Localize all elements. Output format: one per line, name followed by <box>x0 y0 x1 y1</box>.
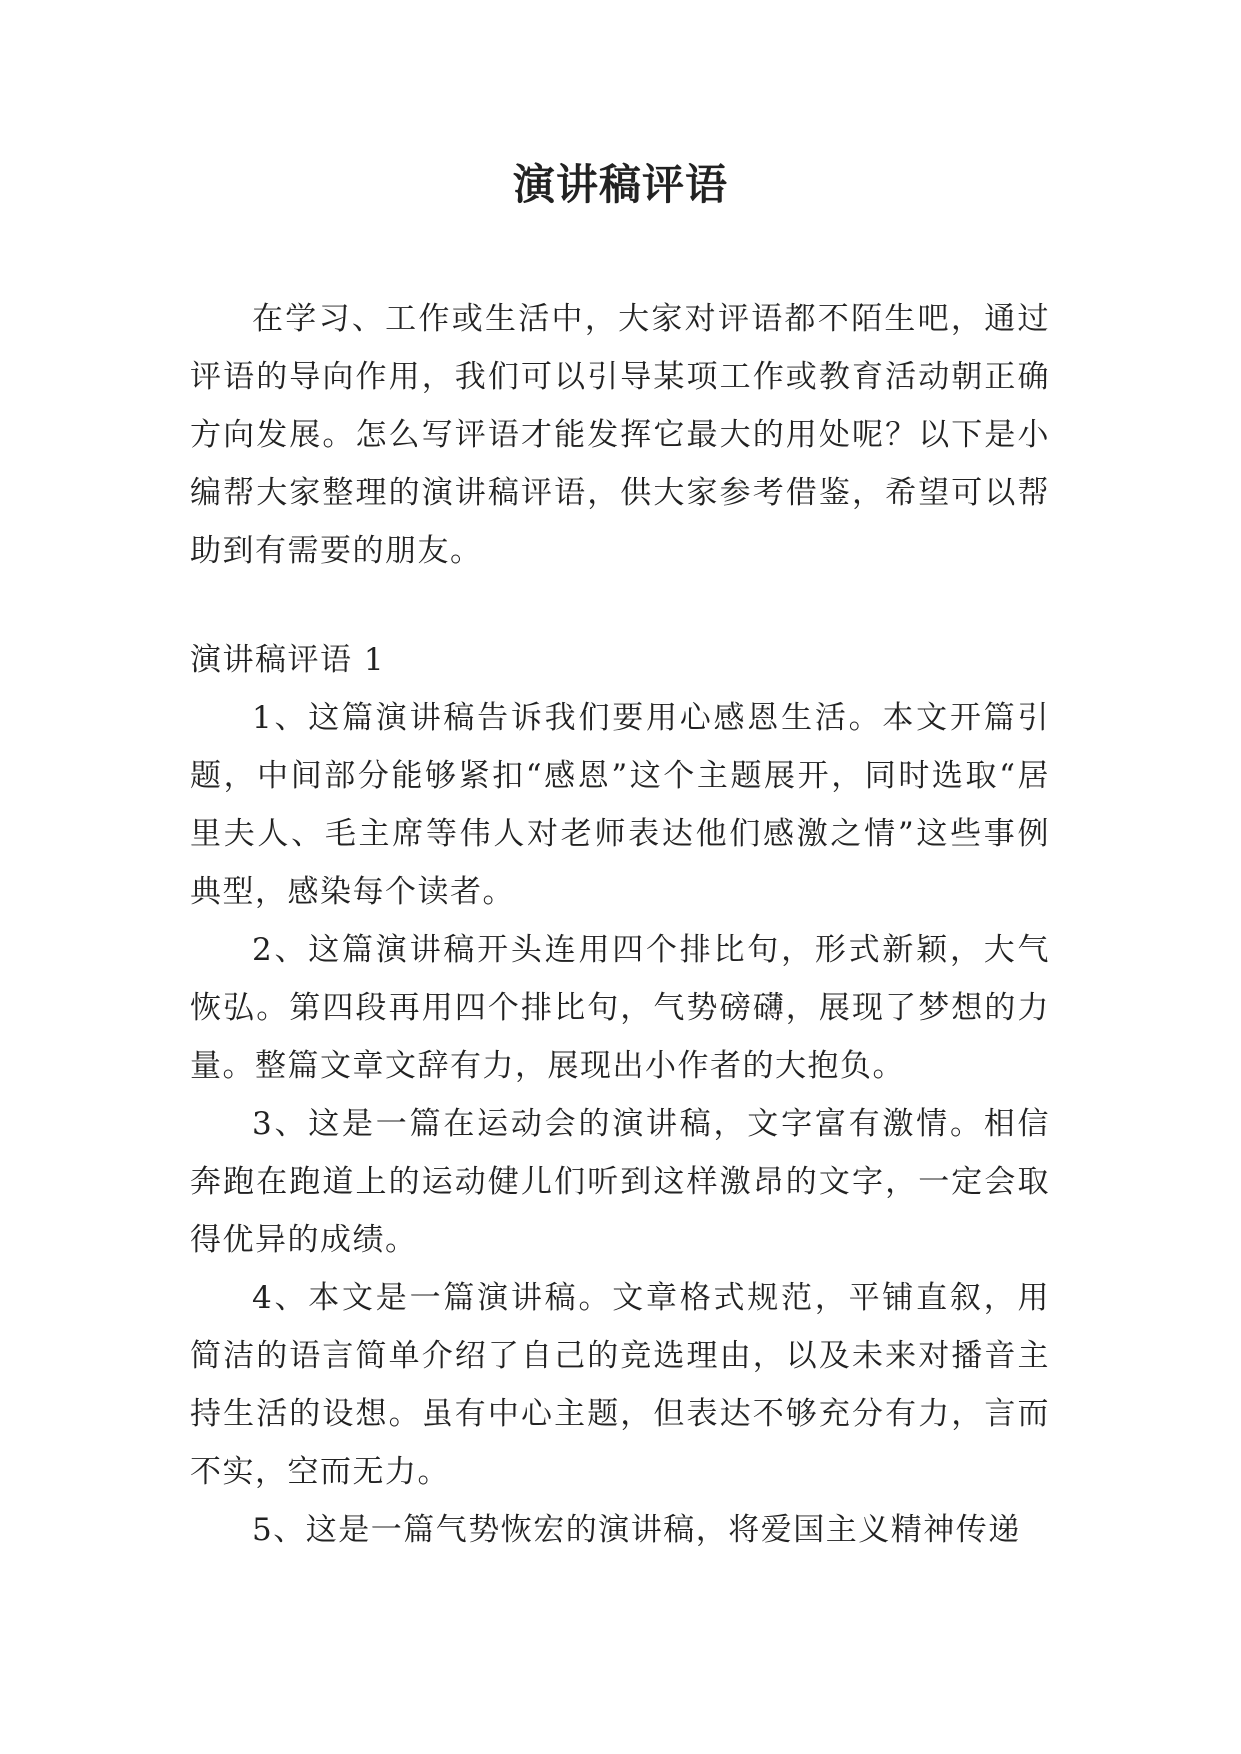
intro-paragraph: 在学习、工作或生活中，大家对评语都不陌生吧，通过评语的导向作用，我们可以引导某项工作或教育活动朝正确方向发展。怎么写评语才能发挥它最大的用处呢？以下是小编帮大家整理的演讲稿评语，供大家参考借鉴，希望可以帮助到有需要的朋友。 <box>190 301 1050 569</box>
comment-item-3: 3、这是一篇在运动会的演讲稿，文字富有激情。相信奔跑在跑道上的运动健儿们听到这样激昂的文字，一定会取得优异的成绩。 <box>190 1106 1050 1258</box>
comment-item-4: 4、本文是一篇演讲稿。文章格式规范，平铺直叙，用简洁的语言简单介绍了自己的竞选理由，以及未来对播音主持生活的设想。虽有中心主题，但表达不够充分有力，言而不实，空而无力。 <box>190 1280 1050 1490</box>
comment-item-2: 2、这篇演讲稿开头连用四个排比句，形式新颖，大气恢弘。第四段再用四个排比句，气势磅礴，展现了梦想的力量。整篇文章文辞有力，展现出小作者的大抱负。 <box>190 932 1050 1084</box>
comment-item-5: 5、这是一篇气势恢宏的演讲稿，将爱国主义精神传递 <box>252 1512 1021 1548</box>
document-title: 演讲稿评语 <box>512 160 728 209</box>
document-body <box>190 290 1050 1559</box>
section-heading: 演讲稿评语 1 <box>190 642 386 678</box>
comment-item-1: 1、这篇演讲稿告诉我们要用心感恩生活。本文开篇引题，中间部分能够紧扣“感恩”这个主题展开，同时选取“居里夫人、毛主席等伟人对老师表达他们感激之情”这些事例典型，感染每个读者。 <box>190 700 1050 910</box>
